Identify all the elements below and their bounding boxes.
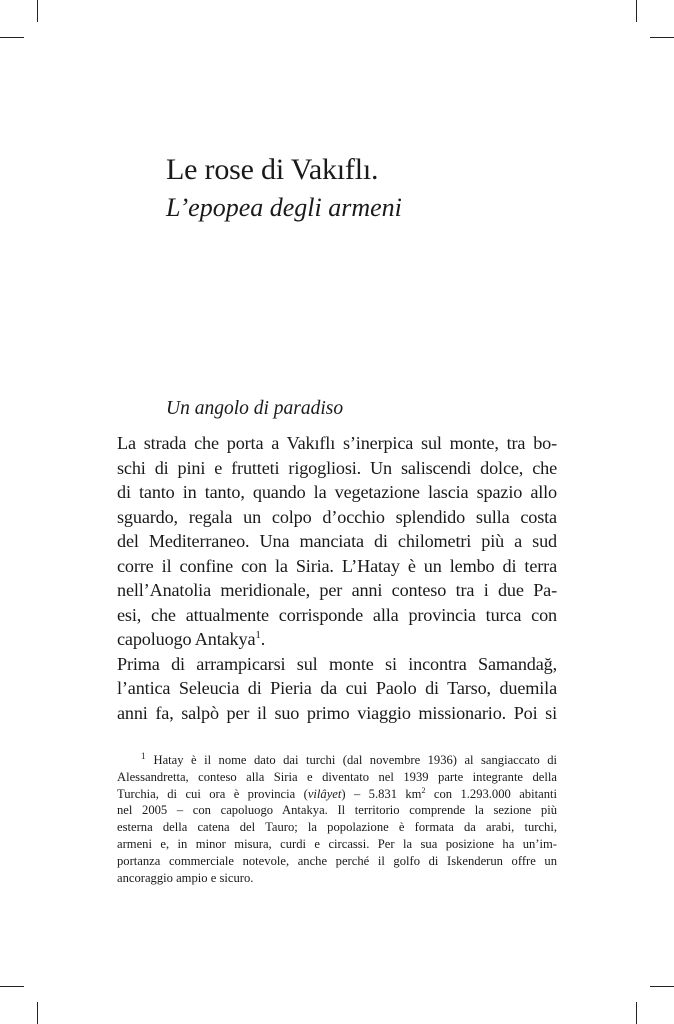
crop-mark-top-left-vertical bbox=[37, 0, 38, 22]
crop-mark-top-left-horizontal bbox=[0, 37, 24, 38]
crop-mark-top-right-vertical bbox=[636, 0, 637, 22]
body-line: l’antica Seleucia di Pieria da cui Paolo di Tarso, duemila bbox=[117, 678, 557, 698]
body-line: nell’Anatolia meridionale, per anni conteso tra i due Pa- bbox=[117, 580, 557, 600]
footnote-mark: 1 bbox=[141, 750, 146, 761]
footnote bbox=[117, 752, 557, 886]
footnote-text: ) – 5.831 km bbox=[341, 786, 422, 801]
body-line: anni fa, salpò per il suo primo viaggio missionario. Poi si bbox=[117, 702, 557, 723]
body-line: La strada che porta a Vakıflı s’inerpica sul monte, tra bo- bbox=[117, 433, 557, 453]
crop-mark-bottom-right-horizontal bbox=[650, 986, 674, 987]
footnote-italic-term: vilâyet bbox=[307, 786, 342, 801]
footnote-line bbox=[117, 786, 557, 803]
body-line: corre il confine con la Siria. L’Hatay è un lembo di terra bbox=[117, 555, 557, 576]
footnote-line-text: Hatay è il nome dato dai turchi (dal novembre 1936) al sangiaccato di bbox=[153, 753, 557, 767]
footnote-line: portanza commerciale notevole, anche perché il golfo di Iskenderun offre un bbox=[117, 853, 557, 868]
body-line: schi di pini e frutteti rigogliosi. Un saliscendi dolce, che bbox=[117, 457, 557, 478]
body-line: del Mediterraneo. Una manciata di chilometri più a sud bbox=[117, 531, 557, 551]
footnote-line: armeni e, in minor misura, curdi e circassi. Per la sua posizione ha un’im- bbox=[117, 836, 557, 851]
body-line: capoluogo Antakya$^1$. bbox=[117, 628, 266, 649]
footnote-line: Alessandretta, conteso alla Siria e diventato nel 1939 parte integrante della bbox=[117, 769, 557, 784]
crop-mark-bottom-right-vertical bbox=[636, 1002, 637, 1024]
footnote-line: nel 2005 – con capoluogo Antakya. Il territorio comprende la sezione più bbox=[117, 803, 557, 818]
crop-mark-top-right-horizontal bbox=[650, 37, 674, 38]
footnote-line bbox=[117, 752, 557, 769]
footnote-text: Turchia, di cui ora è provincia ( bbox=[117, 786, 308, 801]
body-line: sguardo, regala un colpo d’occhio splendido sulla costa bbox=[117, 506, 557, 527]
body-line-text: capoluogo Antakya bbox=[117, 629, 256, 649]
footnote-line: esterna della catena del Tauro; la popolazione è formata da arabi, turchi, bbox=[117, 820, 557, 835]
body-line: Prima di arrampicarsi sul monte si incontra Samandağ, bbox=[117, 653, 557, 674]
body-text bbox=[117, 431, 557, 725]
crop-mark-bottom-left-vertical bbox=[37, 1002, 38, 1024]
chapter-subtitle: L’epopea degli armeni bbox=[166, 193, 402, 222]
superscript: 2 bbox=[421, 785, 426, 795]
section-heading: Un angolo di paradiso bbox=[166, 398, 344, 419]
chapter-title: Le rose di Vakıflı. bbox=[166, 153, 379, 186]
footnote-text: con 1.293.000 abitanti bbox=[425, 786, 557, 801]
body-line: di tanto in tanto, quando la vegetazione lascia spazio allo bbox=[117, 482, 557, 502]
body-line: esi, che attualmente corrisponde alla provincia turca con bbox=[117, 604, 557, 625]
footnote-line: ancoraggio ampio e sicuro. bbox=[117, 870, 254, 885]
crop-mark-bottom-left-horizontal bbox=[0, 986, 24, 987]
footnote-reference: 1 bbox=[255, 628, 261, 641]
